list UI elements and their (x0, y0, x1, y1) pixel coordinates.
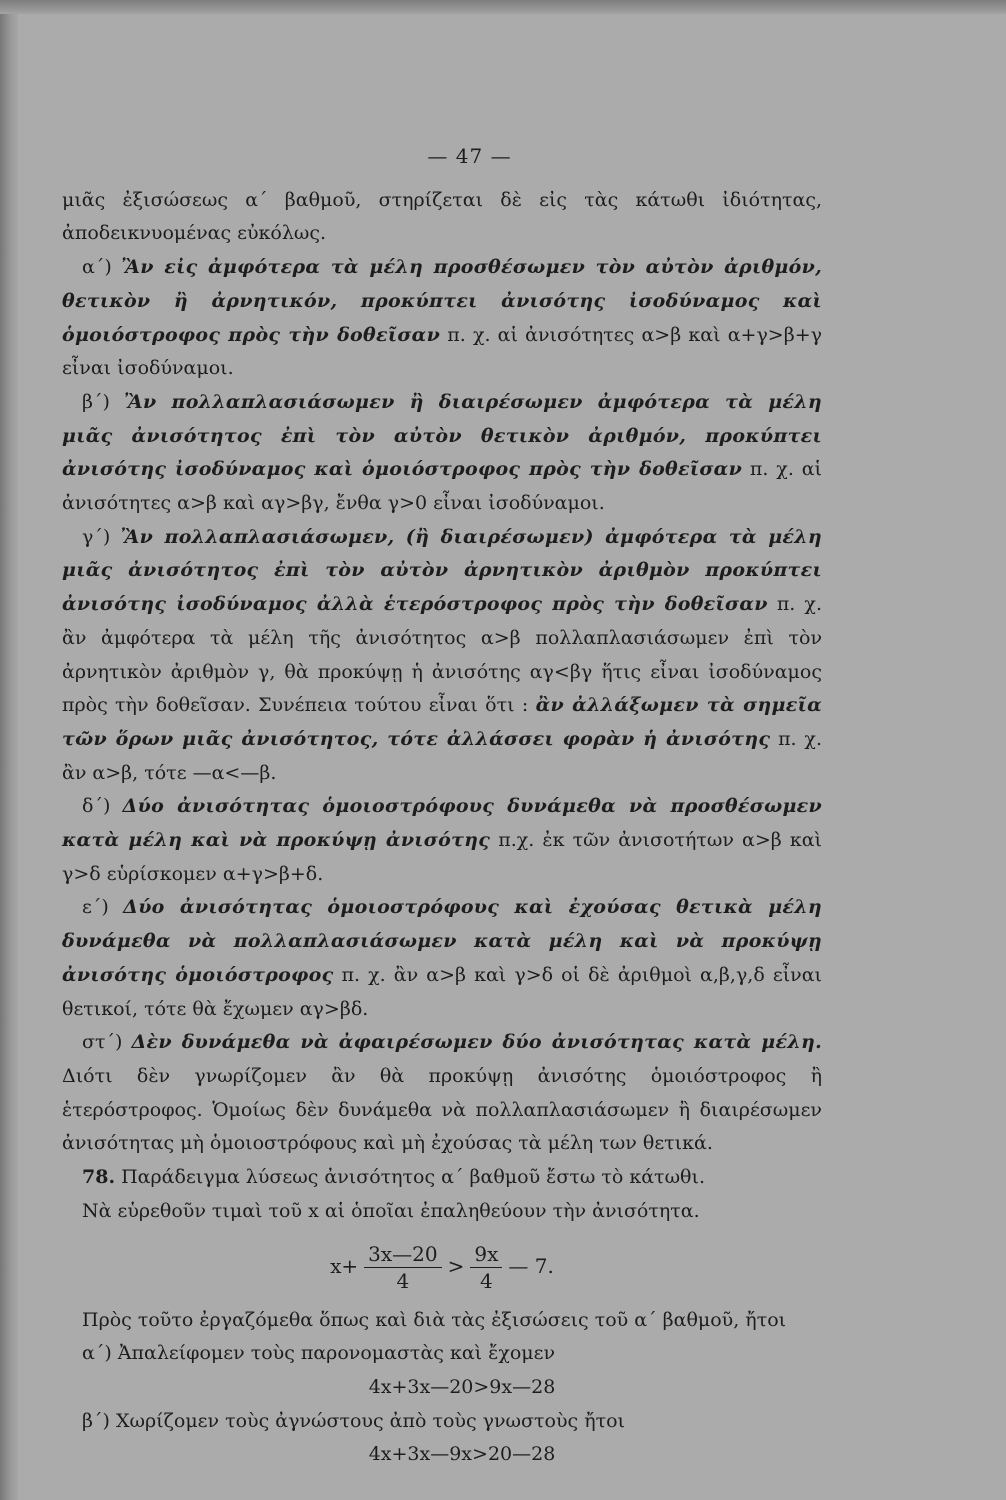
rule-explanation: Διότι δὲν γνωρίζομεν ἂν θὰ προκύψῃ ἀνισότης ὁμοιόστροφος ἢ ἑτερόστροφος. Ὁμοίως δὲν δυνάμεθα νὰ πολλαπλασιάσωμεν ἢ διαιρέσωμεν ἀνισότητας μὴ ὁμοιοστρόφους καὶ μὴ ἐχούσας τὰ μέλη των θετικά. (62, 1064, 822, 1155)
rule-a (62, 251, 822, 386)
rule-example: π.χ. ἐκ τῶν ἀνισοτήτων α>β καὶ γ>δ εὑρίσκομεν α+γ>β+δ. (62, 829, 822, 885)
formula-left-term: x+ (330, 1254, 359, 1279)
task-statement: Νὰ εὑρεθοῦν τιμαὶ τοῦ x αἱ ὁποῖαι ἐπαληθεύουν τὴν ἀνισότητα. (82, 1199, 700, 1222)
rule-statement: Δύο ἀνισότητας ὁμοιοστρόφους δυνάμεθα νὰ προσθέσωμεν κατὰ μέλη καὶ νὰ προκύψῃ ἀνισότης (62, 795, 822, 852)
section-number: 78. (82, 1166, 116, 1189)
procedure-intro: Πρὸς τοῦτο ἐργαζόμεθα ὅπως καὶ διὰ τὰς ἐξισώσεις τοῦ α΄ βαθμοῦ, ἤτοι (82, 1308, 787, 1331)
intro-paragraph: μιᾶς ἐξισώσεως α΄ βαθμοῦ, στηρίζεται δὲ εἰς τὰς κάτωθι ἰδιότητας, ἀποδεικνυομένας εὐκόλως. (62, 188, 822, 245)
book-spine-shadow (0, 0, 18, 1500)
rule-statement: Δύο ἀνισότητας ὁμοιοστρόφους καὶ ἐχούσας θετικὰ μέλη δυνάμεθα νὰ πολλαπλασιάσωμεν κατὰ μέλη καὶ νὰ προκύψῃ ἀνισότης ὁμοιόστροφος (62, 896, 822, 986)
fraction-2-denominator: 4 (480, 1268, 493, 1293)
rule-example: π. χ. ἂν α>β καὶ γ>δ οἱ δὲ ἀριθμοὶ α,β,γ,δ εἶναι θετικοί, τότε θὰ ἔχωμεν αγ>βδ. (62, 963, 822, 1020)
rule-f (62, 1026, 822, 1161)
rule-e (62, 891, 822, 1026)
rule-corollary-example: π. χ. ἂν α>β, τότε —α<—β. (62, 727, 822, 784)
rule-d (62, 790, 822, 891)
inequality-formula (62, 1241, 822, 1294)
fraction-1 (364, 1241, 441, 1294)
step-text: Ἀπαλείφομεν τοὺς παρονομαστὰς καὶ ἔχομεν (111, 1342, 556, 1365)
section-78 (62, 1161, 822, 1195)
page-top-shadow (0, 0, 1006, 14)
rule-statement: Ἂν εἰς ἀμφότερα τὰ μέλη προσθέσωμεν τὸν αὐτὸν ἀριθμόν, θετικὸν ἢ ἀρνητικόν, προκύπτει ἀνισότης ἰσοδύναμος καὶ ὁμοιόστροφος πρὸς τὴν δοθεῖσαν (62, 256, 822, 346)
rule-example: π. χ. αἱ ἀνισότητες α>β καὶ αγ>βγ, ἔνθα γ>0 εἶναι ἰσοδύναμοι. (62, 458, 822, 515)
rule-example: π. χ. ἂν ἀμφότερα τὰ μέλη τῆς ἀνισότητος α>β πολλαπλασιάσωμεν ἐπὶ τὸν ἀρνητικὸν ἀριθμὸν γ, θὰ προκύψῃ ἡ ἀνισότης αγ<βγ ἥτις εἶναι ἰσοδύναμος πρὸς τὴν δοθεῖσαν. Συνέπεια τούτου εἶναι ὅτι : (62, 593, 822, 717)
formula-tail: — 7. (508, 1254, 554, 1279)
fraction-2 (470, 1241, 502, 1294)
rule-statement: Ἂν πολλαπλασιάσωμεν ἢ διαιρέσωμεν ἀμφότερα τὰ μέλη μιᾶς ἀνισότητος ἐπὶ τὸν αὐτὸν θετικὸν ἀριθμόν, προκύπτει ἀνισότης ἰσοδύναμος καὶ ὁμοιόστροφος πρὸς τὴν δοθεῖσαν (62, 390, 822, 481)
rule-statement: Δὲν δυνάμεθα νὰ ἀφαιρέσωμεν δύο ἀνισότητας κατὰ μέλη. (131, 1031, 823, 1054)
rule-statement: Ἂν πολλαπλασιάσωμεν, (ἢ διαιρέσωμεν) ἀμφότερα τὰ μέλη μιᾶς ἀνισότητος ἐπὶ τὸν αὐτὸν ἀρνητικὸν ἀριθμὸν προκύπτει ἀνισότης ἰσοδύναμος ἀλλὰ ἑτερόστροφος πρὸς τὴν δοθεῖσαν (62, 525, 822, 616)
step-b (62, 1405, 822, 1439)
step-a-result: 4x+3x—20>9x—28 (368, 1375, 556, 1398)
step-label: α΄) (82, 1342, 112, 1365)
rule-label: γ΄) (82, 525, 111, 548)
rule-label: ε΄) (82, 896, 109, 919)
book-page (62, 140, 822, 1472)
rule-label: α΄) (82, 256, 112, 279)
rule-example: π. χ. αἱ ἀνισότητες α>β καὶ α+γ>β+γ εἶναι ἰσοδύναμοι. (62, 323, 822, 380)
step-text: Χωρίζομεν τοὺς ἀγνώστους ἀπὸ τοὺς γνωστοὺς ἤτοι (109, 1409, 625, 1432)
step-label: β΄) (82, 1409, 110, 1432)
rule-b (62, 386, 822, 521)
rule-c (62, 521, 822, 791)
step-a (62, 1337, 822, 1371)
rule-corollary: ἂν ἀλλάξωμεν τὰ σημεῖα τῶν ὅρων μιᾶς ἀνισότητος, τότε ἀλλάσσει φορὰν ἡ ἀνισότης (62, 694, 822, 750)
fraction-1-numerator: 3x—20 (364, 1241, 441, 1268)
fraction-2-numerator: 9x (470, 1241, 502, 1268)
page-number: — 47 — (427, 144, 512, 168)
rule-label: στ΄) (82, 1031, 123, 1054)
section-heading-text: Παράδειγμα λύσεως ἀνισότητος α΄ βαθμοῦ ἔστω τὸ κάτωθι. (115, 1166, 705, 1189)
rule-label: β΄) (82, 390, 110, 413)
step-b-result: 4x+3x—9x>20—28 (368, 1443, 556, 1466)
rule-label: δ΄) (82, 795, 111, 818)
formula-relation: > (447, 1254, 465, 1279)
fraction-1-denominator: 4 (396, 1268, 410, 1293)
